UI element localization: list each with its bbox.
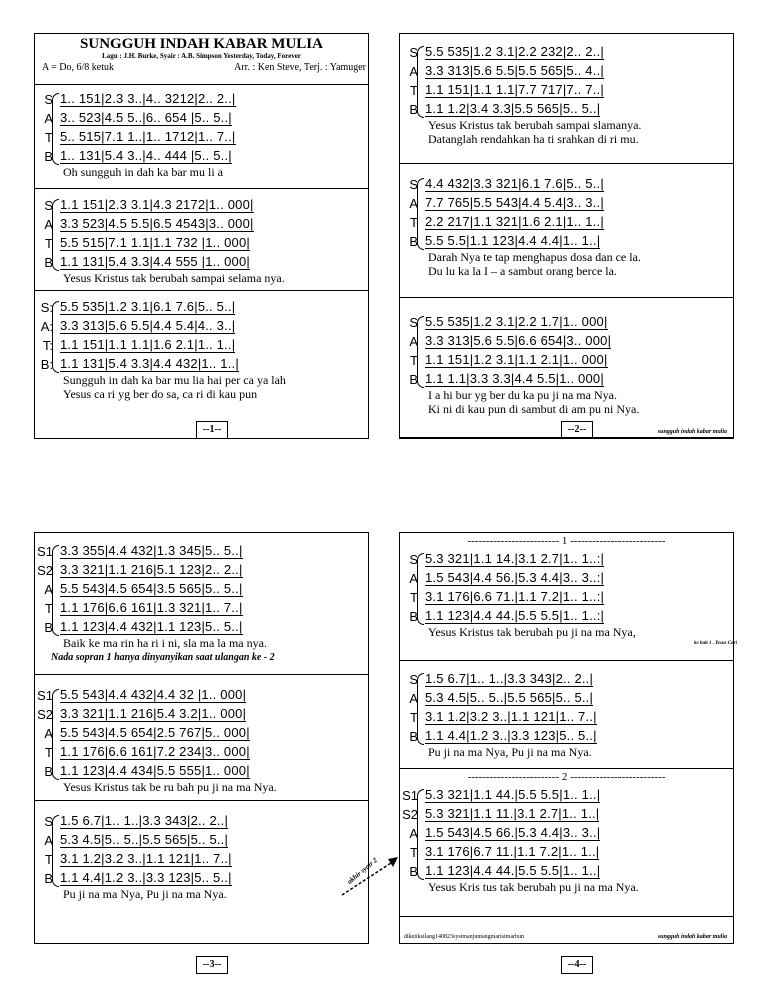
song-key: A = Do, 6/8 ketuk — [42, 62, 115, 73]
voice-label: A — [44, 582, 53, 597]
voice-row — [400, 568, 733, 587]
notation-line: 5.. 515|7.1 1..|1.. 1712|1.. 7..| — [60, 129, 236, 144]
voice-label: T — [410, 845, 418, 860]
notation-line: 1.1 1.1|3.3 3.3|4.4 5.5|1.. 000| — [425, 371, 604, 386]
song-arranger: Arr. : Ken Steve, Terj. : Yamuger — [234, 62, 366, 73]
staff-brace — [417, 316, 424, 388]
arrow-icon — [340, 845, 400, 905]
footer-title: sungguh indah kabar mulia — [657, 429, 727, 435]
voice-row — [400, 174, 733, 193]
staff-brace — [417, 46, 424, 118]
voice-row — [35, 108, 368, 127]
voice-row — [400, 688, 733, 707]
voice-label: B — [409, 609, 418, 624]
notation-line: 1.1 4.4|1.2 3..|3.3 123|5.. 5..| — [60, 870, 232, 885]
notation-line: 5.5 543|4.4 432|4.4 32 |1.. 000| — [60, 687, 247, 702]
notation-line: 3.3 321|1.1 216|5.1 123|2.. 2..| — [60, 562, 243, 577]
notation-line: 5.3 4.5|5.. 5..|5.5 565|5.. 5..| — [60, 832, 229, 847]
notation-line: 1.1 123|4.4 432|1.1 123|5.. 5..| — [60, 619, 243, 634]
notation-line: 3.3 355|4.4 432|1.3 345|5.. 5..| — [60, 543, 243, 558]
staff-block — [35, 297, 368, 373]
voice-row — [400, 350, 733, 369]
voice-row — [400, 669, 733, 688]
section-heading: ------------------------- 1 -------------------------- — [467, 535, 666, 547]
voice-label: S — [409, 315, 418, 330]
voice-label: S2 — [402, 807, 418, 822]
system — [400, 34, 733, 164]
voice-row — [400, 606, 733, 625]
voice-row — [35, 617, 368, 636]
notation-line: 5.5 535|1.2 3.1|2.2 1.7|1.. 000| — [425, 314, 608, 329]
voice-label: S1 — [402, 788, 418, 803]
voice-label: B — [409, 372, 418, 387]
notation-line: 5.5 543|4.5 654|3.5 565|5.. 5..| — [60, 581, 243, 596]
voice-label: A — [44, 833, 53, 848]
staff-brace — [417, 789, 424, 880]
system — [35, 533, 368, 675]
lyric-line: Pu ji na ma Nya, Pu ji na ma Nya. — [63, 887, 227, 901]
staff-block — [35, 541, 368, 636]
notation-line: 3.3 313|5.6 5.5|4.4 5.4|4.. 3..| — [60, 318, 236, 333]
voice-row — [400, 212, 733, 231]
song-title: SUNGGUH INDAH KABAR MULIA — [80, 36, 323, 52]
voice-label: A — [44, 217, 53, 232]
lyric-line: Baik ke ma rin ha ri i ni, sla ma la ma nya. — [63, 636, 267, 650]
voice-row — [400, 587, 733, 606]
voice-label: A — [409, 691, 418, 706]
voice-label: B: — [40, 357, 53, 372]
voice-label: B — [409, 102, 418, 117]
voice-label: A — [44, 726, 53, 741]
voice-row — [35, 214, 368, 233]
notation-line: 1.1 151|1.2 3.1|1.1 2.1|1.. 000| — [425, 352, 608, 367]
voice-label: T — [410, 83, 418, 98]
voice-label: T — [410, 710, 418, 725]
voice-label: A — [409, 334, 418, 349]
staff-brace — [417, 553, 424, 625]
voice-row — [35, 742, 368, 761]
voice-label: S2 — [37, 707, 53, 722]
notation-line: 5.3 321|1.1 44.|5.5 5.5|1.. 1..| — [425, 787, 601, 802]
voice-row — [400, 369, 733, 388]
voice-row — [400, 80, 733, 99]
staff-block — [35, 811, 368, 887]
voice-row — [400, 193, 733, 212]
sheet-page-1 — [34, 33, 369, 439]
staff-brace — [52, 689, 59, 780]
lyric-line: Sungguh in dah ka bar mu lia hai per ca ya lah — [63, 373, 286, 387]
notation-line: 7.7 765|5.5 543|4.4 5.4|3.. 3..| — [425, 195, 604, 210]
lyric-line: Yesus Kristus tak berubah sampai selama nya. — [63, 271, 285, 285]
voice-row — [35, 761, 368, 780]
voice-label: A — [409, 196, 418, 211]
system — [35, 801, 368, 917]
notation-line: 5.3 4.5|5.. 5..|5.5 565|5.. 5..| — [425, 690, 594, 705]
notation-line: 1.1 4.4|1.2 3..|3.3 123|5.. 5..| — [425, 728, 597, 743]
voice-row — [35, 811, 368, 830]
lyric-line: Oh sungguh in dah ka bar mu li a — [63, 165, 223, 179]
notation-line: 3.3 313|5.6 5.5|5.5 565|5.. 4..| — [425, 63, 604, 78]
notation-line: 5.3 321|1.1 14.|3.1 2.7|1.. 1..:| — [425, 551, 605, 566]
notation-line: 1.. 131|5.4 3..|4.. 444 |5.. 5..| — [60, 148, 232, 163]
voice-label: T — [45, 130, 53, 145]
sheet-page-2 — [399, 33, 734, 439]
footer-title: sungguh indah kabar mulia — [657, 934, 727, 940]
voice-row — [35, 704, 368, 723]
voice-label: T — [410, 353, 418, 368]
lyric-line: Ki ni di kau pun di sambut di am pu ni Nya. — [428, 402, 640, 416]
notation-line: 3.1 176|6.7 11.|1.1 7.2|1.. 1..| — [425, 844, 600, 859]
lyric-line: Yesus ca ri yg ber do sa, ca ri di kau pun — [63, 387, 258, 401]
voice-row — [400, 726, 733, 745]
lyric-line: Datanglah rendahkan ha ti srahkan di ri mu. — [428, 132, 639, 146]
voice-label: S — [409, 672, 418, 687]
lyric-line: Yesus Kristus tak berubah sampai slamanya. — [428, 118, 642, 132]
staff-brace — [417, 673, 424, 745]
song-credits: Lagu : J.H. Burke, Syair : A.B. Simpson Yesterday, Today, Forever — [102, 52, 301, 60]
staff-block — [35, 89, 368, 165]
voice-label: T — [45, 745, 53, 760]
voice-label: A — [409, 826, 418, 841]
notation-line: 2.2 217|1.1 321|1.6 2.1|1.. 1..| — [425, 214, 604, 229]
lyric-line: Darah Nya te tap menghapus dosa dan ce la. — [428, 250, 641, 264]
staff-block — [400, 549, 733, 625]
voice-label: S — [409, 177, 418, 192]
voice-row — [400, 785, 733, 804]
voice-row — [400, 312, 733, 331]
notation-line: 1.5 543|4.5 66.|5.3 4.4|3.. 3..| — [425, 825, 601, 840]
page-number-3: --3-- — [196, 956, 228, 974]
voice-label: B — [44, 255, 53, 270]
section-heading: ------------------------- 2 -------------------------- — [467, 771, 666, 783]
notation-line: 1.5 6.7|1.. 1..|3.3 343|2.. 2..| — [425, 671, 594, 686]
voice-label: S1 — [37, 544, 53, 559]
voice-label: B — [409, 729, 418, 744]
notation-line: 1.5 6.7|1.. 1..|3.3 343|2.. 2..| — [60, 813, 229, 828]
voice-label: T — [410, 590, 418, 605]
voice-row — [35, 685, 368, 704]
notation-line: 3.1 1.2|3.2 3..|1.1 121|1.. 7..| — [425, 709, 597, 724]
voice-label: S — [409, 45, 418, 60]
arrow-label: akhir syair 2 — [345, 856, 379, 886]
page-number-1: --1-- — [196, 421, 228, 439]
notation-line: 3.. 523|4.5 5..|6.. 654 |5.. 5..| — [60, 110, 232, 125]
system — [400, 298, 733, 438]
voice-row — [35, 195, 368, 214]
system — [400, 661, 733, 769]
notation-line: 1.1 131|5.4 3.3|4.4 555 |1.. 000| — [60, 254, 250, 269]
voice-label: B — [409, 864, 418, 879]
sheet-page-3 — [34, 532, 369, 944]
voice-label: S — [409, 552, 418, 567]
lyric-line: Yesus Kristus tak berubah pu ji na ma Nya, — [428, 625, 636, 639]
voice-label: A: — [40, 319, 53, 334]
staff-brace — [52, 199, 59, 271]
voice-row — [35, 233, 368, 252]
repeat-arrow — [340, 845, 400, 905]
notation-line: 3.3 523|4.5 5.5|6.5 4543|3.. 000| — [60, 216, 254, 231]
voice-row — [400, 99, 733, 118]
notation-line: 5.5 535|1.2 3.1|2.2 232|2.. 2..| — [425, 44, 604, 59]
voice-label: S2 — [37, 563, 53, 578]
notation-line: 1.1 176|6.6 161|7.2 234|3.. 000| — [60, 744, 250, 759]
notation-line: 5.5 543|4.5 654|2.5 767|5.. 000| — [60, 725, 250, 740]
voice-label: S1 — [37, 688, 53, 703]
voice-row — [35, 830, 368, 849]
staff-block — [400, 312, 733, 388]
voice-label: B — [409, 234, 418, 249]
voice-row — [400, 804, 733, 823]
voice-label: T — [410, 215, 418, 230]
notation-line: 4.4 432|3.3 321|6.1 7.6|5.. 5..| — [425, 176, 604, 191]
voice-row — [35, 579, 368, 598]
notation-line: 1.1 176|6.6 161|1.3 321|1.. 7..| — [60, 600, 243, 615]
voice-label: B — [44, 620, 53, 635]
notation-line: 3.1 1.2|3.2 3..|1.1 121|1.. 7..| — [60, 851, 232, 866]
voice-row — [400, 61, 733, 80]
voice-label: B — [44, 871, 53, 886]
notation-line: 1.. 151|2.3 3..|4.. 3212|2.. 2..| — [60, 91, 236, 106]
staff-block — [35, 195, 368, 271]
voice-row — [400, 823, 733, 842]
staff-block — [400, 174, 733, 250]
voice-row — [35, 252, 368, 271]
notation-line: 1.1 123|4.4 434|5.5 555|1.. 000| — [60, 763, 250, 778]
voice-row — [35, 89, 368, 108]
notation-line: 3.3 313|5.6 5.5|6.6 654|3.. 000| — [425, 333, 612, 348]
notation-line: 5.5 5.5|1.1 123|4.4 4.4|1.. 1..| — [425, 233, 601, 248]
voice-row — [35, 354, 368, 373]
staff-block — [400, 42, 733, 118]
notation-line: 1.5 543|4.4 56.|5.3 4.4|3.. 3..:| — [425, 570, 605, 585]
notation-line: 1.1 123|4.4 44.|5.5 5.5|1.. 1..:| — [425, 608, 605, 623]
voice-row — [400, 42, 733, 61]
notation-line: 1.1 131|5.4 3.3|4.4 432|1.. 1..| — [60, 356, 239, 371]
system — [35, 85, 368, 189]
voice-row — [35, 316, 368, 335]
voice-row — [400, 231, 733, 250]
system — [400, 769, 733, 917]
voice-row — [35, 541, 368, 560]
voice-label: T — [45, 236, 53, 251]
voice-row — [400, 707, 733, 726]
voice-label: B — [44, 764, 53, 779]
system — [35, 189, 368, 291]
voice-row — [35, 723, 368, 742]
voice-row — [35, 335, 368, 354]
staff-block — [35, 685, 368, 780]
notation-line: 1.1 151|2.3 3.1|4.3 2172|1.. 000| — [60, 197, 254, 212]
staff-brace — [52, 93, 59, 165]
notation-line: 3.1 176|6.6 71.|1.1 7.2|1.. 1..:| — [425, 589, 605, 604]
staff-brace — [52, 815, 59, 887]
lyric-line: I a hi bur yg ber du ka pu ji na ma Nya. — [428, 388, 617, 402]
notation-line: 1.1 1.2|3.4 3.3|5.5 565|5.. 5..| — [425, 101, 601, 116]
lyric-line: Pu ji na ma Nya, Pu ji na ma Nya. — [428, 745, 592, 759]
staff-brace — [52, 301, 59, 373]
staff-brace — [417, 178, 424, 250]
notation-line: 3.3 321|1.1 216|5.4 3.2|1.. 000| — [60, 706, 247, 721]
voice-row — [35, 127, 368, 146]
voice-row — [400, 331, 733, 350]
footer-typist: diketiksilang140823sysimanjuntangmarisimarbun — [404, 934, 524, 940]
voice-label: T — [45, 601, 53, 616]
voice-row — [35, 560, 368, 579]
performance-note: Nada sopran 1 hanya dinyanyikan saat ulangan ke - 2 — [51, 652, 275, 663]
notation-line: 1.1 151|1.1 1.1|1.6 2.1|1.. 1..| — [60, 337, 236, 352]
notation-line: 1.1 151|1.1 1.1|7.7 717|7.. 7..| — [425, 82, 604, 97]
voice-label: B — [44, 149, 53, 164]
voice-label: S — [44, 814, 53, 829]
voice-label: S — [44, 198, 53, 213]
voice-label: A — [44, 111, 53, 126]
voice-label: T: — [42, 338, 53, 353]
lyric-line: Yesus Kris tus tak berubah pu ji na ma Nya. — [428, 880, 639, 894]
lyric-line: Yesus Kristus tak be ru bah pu ji na ma Nya. — [63, 780, 277, 794]
notation-line: 5.3 321|1.1 11.|3.1 2.7|1.. 1..| — [425, 806, 600, 821]
notation-line: 5.5 515|7.1 1.1|1.1 732 |1.. 000| — [60, 235, 250, 250]
notation-line: 1.1 123|4.4 44.|5.5 5.5|1.. 1..| — [425, 863, 601, 878]
voice-row — [400, 861, 733, 880]
staff-block — [400, 785, 733, 880]
voice-row — [35, 297, 368, 316]
voice-row — [35, 868, 368, 887]
system — [35, 675, 368, 801]
voice-row — [35, 146, 368, 165]
system — [35, 291, 368, 439]
voice-label: T — [45, 852, 53, 867]
voice-label: S — [44, 92, 53, 107]
notation-line: 5.5 535|1.2 3.1|6.1 7.6|5.. 5..| — [60, 299, 236, 314]
staff-block — [400, 669, 733, 745]
lyric-line: Du lu ka la I – a sambut orang berce la. — [428, 264, 617, 278]
voice-row — [35, 598, 368, 617]
voice-row — [400, 842, 733, 861]
voice-row — [35, 849, 368, 868]
page-number-4: --4-- — [561, 956, 593, 974]
system — [400, 533, 733, 661]
side-note: ke bait 1 . Yesus Cari — [694, 641, 737, 646]
page-number-2: --2-- — [561, 421, 593, 439]
voice-row — [400, 549, 733, 568]
sheet-page-4 — [399, 532, 737, 944]
voice-label: A — [409, 571, 418, 586]
voice-label: S: — [40, 300, 53, 315]
song-header — [35, 34, 368, 85]
staff-brace — [52, 545, 59, 636]
system — [400, 164, 733, 298]
voice-label: A — [409, 64, 418, 79]
